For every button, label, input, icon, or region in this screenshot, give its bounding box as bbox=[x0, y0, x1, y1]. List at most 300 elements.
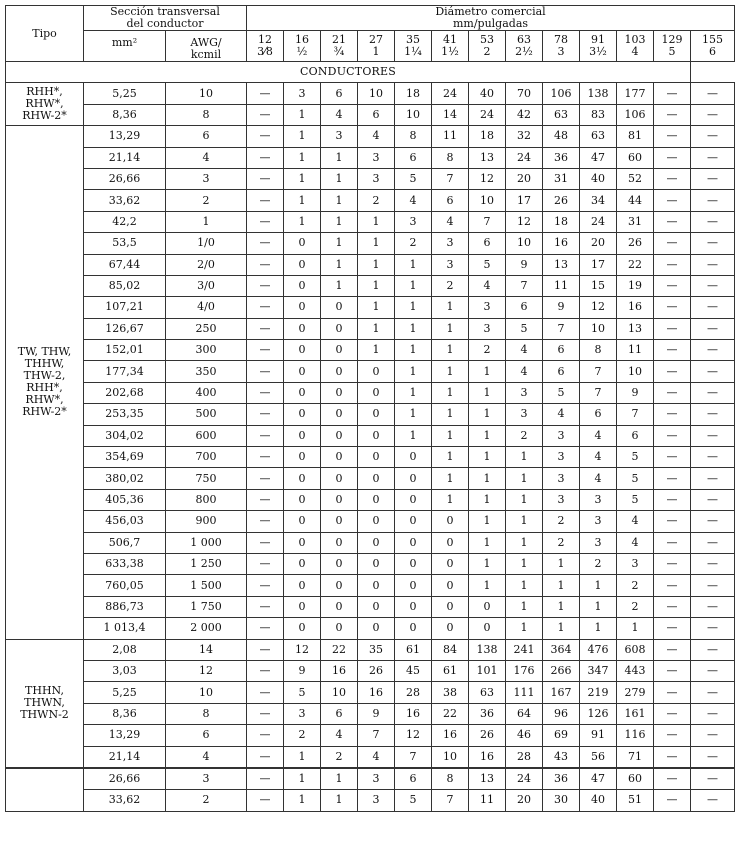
cell-count: 20 bbox=[580, 233, 617, 254]
cell-mm2: 126,67 bbox=[84, 318, 166, 339]
cell-count: 0 bbox=[321, 575, 358, 596]
cell-count: 40 bbox=[580, 168, 617, 189]
cell-count: — bbox=[691, 682, 735, 703]
cell-count: 1 bbox=[506, 532, 543, 553]
cell-count: 1 bbox=[543, 553, 580, 574]
cell-awg: 600 bbox=[166, 425, 247, 446]
header-size-103 bbox=[617, 31, 654, 62]
cell-count: 44 bbox=[617, 190, 654, 211]
cell-count: 0 bbox=[358, 489, 395, 510]
cell-awg: 2 000 bbox=[166, 618, 247, 639]
cell-count: 1 bbox=[506, 553, 543, 574]
cell-count: 30 bbox=[543, 790, 580, 811]
cell-count: 443 bbox=[617, 660, 654, 681]
cell-count: 70 bbox=[506, 83, 543, 104]
cell-count: 1 bbox=[617, 618, 654, 639]
cell-count: — bbox=[691, 233, 735, 254]
cell-count: 1 bbox=[432, 318, 469, 339]
cell-count: 7 bbox=[432, 168, 469, 189]
cell-count: 1 bbox=[432, 297, 469, 318]
cell-count: 0 bbox=[321, 596, 358, 617]
header-size-129 bbox=[654, 31, 691, 62]
cell-count: 1 bbox=[321, 790, 358, 811]
header-size-inch: 3 bbox=[557, 45, 565, 58]
cell-count: 3 bbox=[580, 511, 617, 532]
cell-count: 0 bbox=[284, 618, 321, 639]
header-size-inch: 3⁄8 bbox=[257, 45, 273, 58]
cell-count: 17 bbox=[506, 190, 543, 211]
table-row bbox=[6, 297, 735, 318]
cell-count: — bbox=[247, 639, 284, 660]
header-size-inch: ¾ bbox=[333, 45, 345, 58]
cell-count: — bbox=[247, 489, 284, 510]
cell-count: 1 bbox=[432, 468, 469, 489]
header-size-inch: 1 bbox=[372, 45, 380, 58]
cell-count: 1 bbox=[506, 468, 543, 489]
cell-count: 1 bbox=[506, 618, 543, 639]
tipo-line: RHW-2* bbox=[22, 405, 67, 419]
cell-count: 266 bbox=[543, 660, 580, 681]
cell-mm2: 21,14 bbox=[84, 746, 166, 768]
cell-count: — bbox=[247, 746, 284, 768]
cell-count: — bbox=[247, 404, 284, 425]
cell-count: 2 bbox=[358, 190, 395, 211]
table-row bbox=[6, 639, 735, 660]
table-row bbox=[6, 361, 735, 382]
cell-count: 0 bbox=[432, 553, 469, 574]
tipo-line: THWN, bbox=[24, 696, 65, 710]
cell-count: 5 bbox=[284, 682, 321, 703]
cell-count: 0 bbox=[284, 254, 321, 275]
cell-count: 0 bbox=[284, 297, 321, 318]
cell-count: 3 bbox=[580, 489, 617, 510]
header-size-155 bbox=[691, 31, 735, 62]
cell-count: 10 bbox=[506, 233, 543, 254]
cell-count: 10 bbox=[469, 190, 506, 211]
cell-count: 0 bbox=[395, 532, 432, 553]
table-row bbox=[6, 682, 735, 703]
cell-count: 6 bbox=[469, 233, 506, 254]
table-row bbox=[6, 660, 735, 681]
cell-count: — bbox=[654, 297, 691, 318]
cell-count: — bbox=[654, 83, 691, 104]
cell-count: 36 bbox=[469, 703, 506, 724]
table-row bbox=[6, 211, 735, 232]
cell-count: 1 bbox=[358, 233, 395, 254]
cell-mm2: 456,03 bbox=[84, 511, 166, 532]
cell-count: 3 bbox=[358, 790, 395, 811]
cell-count: 12 bbox=[395, 725, 432, 746]
cell-count: — bbox=[691, 211, 735, 232]
header-size-63 bbox=[506, 31, 543, 62]
cell-count: — bbox=[654, 382, 691, 403]
cell-count: 1 bbox=[506, 489, 543, 510]
cell-awg: 14 bbox=[166, 639, 247, 660]
cell-count: — bbox=[654, 104, 691, 125]
cell-mm2: 2,08 bbox=[84, 639, 166, 660]
header-size-mm: 103 bbox=[624, 33, 646, 46]
header-mm2: mm² bbox=[84, 31, 166, 62]
table-row bbox=[6, 447, 735, 468]
cell-count: 22 bbox=[617, 254, 654, 275]
cell-count: 1 bbox=[506, 575, 543, 596]
cell-mm2: 8,36 bbox=[84, 703, 166, 724]
cell-count: 1 bbox=[284, 190, 321, 211]
cell-count: — bbox=[691, 790, 735, 811]
cell-count: 0 bbox=[321, 489, 358, 510]
cell-count: 1 bbox=[432, 425, 469, 446]
cell-awg: 500 bbox=[166, 404, 247, 425]
cell-count: 106 bbox=[617, 104, 654, 125]
cell-count: 0 bbox=[284, 596, 321, 617]
cell-count: 9 bbox=[506, 254, 543, 275]
cell-mm2: 107,21 bbox=[84, 297, 166, 318]
cell-mm2: 506,7 bbox=[84, 532, 166, 553]
cell-count: 7 bbox=[395, 746, 432, 768]
cell-count: 0 bbox=[284, 404, 321, 425]
cell-count: 0 bbox=[395, 596, 432, 617]
cell-count: 1 bbox=[506, 511, 543, 532]
cell-count: 0 bbox=[321, 361, 358, 382]
header-awg bbox=[166, 31, 247, 62]
cell-count: 2 bbox=[321, 746, 358, 768]
cell-count: 3 bbox=[543, 447, 580, 468]
cell-count: 48 bbox=[543, 126, 580, 147]
cell-awg: 3 bbox=[166, 768, 247, 790]
cell-count: 0 bbox=[469, 596, 506, 617]
cell-count: 13 bbox=[469, 768, 506, 790]
cell-count: 16 bbox=[358, 682, 395, 703]
cell-count: 0 bbox=[284, 447, 321, 468]
cell-count: 12 bbox=[506, 211, 543, 232]
cell-count: 35 bbox=[358, 639, 395, 660]
cell-count: 101 bbox=[469, 660, 506, 681]
cell-count: 40 bbox=[580, 790, 617, 811]
header-size-16 bbox=[284, 31, 321, 62]
cell-count: 3 bbox=[580, 532, 617, 553]
cell-count: 0 bbox=[358, 361, 395, 382]
cell-count: 13 bbox=[617, 318, 654, 339]
tipo-cell bbox=[6, 639, 84, 768]
header-size-mm: 91 bbox=[591, 33, 606, 46]
cell-mm2: 8,36 bbox=[84, 104, 166, 125]
table-row bbox=[6, 532, 735, 553]
cell-awg: 250 bbox=[166, 318, 247, 339]
cell-count: 1 bbox=[469, 425, 506, 446]
cell-count: — bbox=[691, 768, 735, 790]
cell-count: 1 bbox=[469, 382, 506, 403]
cell-count: 0 bbox=[358, 618, 395, 639]
cell-count: — bbox=[691, 297, 735, 318]
cell-count: 4 bbox=[543, 404, 580, 425]
cell-count: 1 bbox=[580, 575, 617, 596]
cell-count: — bbox=[654, 618, 691, 639]
cell-count: 0 bbox=[284, 553, 321, 574]
conduit-fill-table bbox=[5, 5, 735, 812]
cell-awg: 4/0 bbox=[166, 297, 247, 318]
cell-count: 7 bbox=[358, 725, 395, 746]
cell-count: 22 bbox=[321, 639, 358, 660]
cell-mm2: 42,2 bbox=[84, 211, 166, 232]
cell-count: 241 bbox=[506, 639, 543, 660]
cell-count: 14 bbox=[432, 104, 469, 125]
cell-count: 4 bbox=[580, 425, 617, 446]
cell-count: 4 bbox=[358, 126, 395, 147]
cell-count: 1 bbox=[432, 361, 469, 382]
cell-count: 47 bbox=[580, 768, 617, 790]
cell-count: — bbox=[691, 275, 735, 296]
header-size-inch: 2 bbox=[483, 45, 491, 58]
cell-count: 1 bbox=[469, 361, 506, 382]
cell-count: — bbox=[691, 746, 735, 768]
header-size-inch: 3½ bbox=[589, 45, 607, 58]
cell-count: — bbox=[247, 575, 284, 596]
cell-count: 1 bbox=[395, 340, 432, 361]
cell-count: 5 bbox=[395, 790, 432, 811]
cell-count: 0 bbox=[321, 340, 358, 361]
cell-count: — bbox=[247, 297, 284, 318]
cell-count: 3 bbox=[432, 254, 469, 275]
cell-count: 81 bbox=[617, 126, 654, 147]
cell-mm2: 1 013,4 bbox=[84, 618, 166, 639]
cell-count: 10 bbox=[580, 318, 617, 339]
cell-count: 6 bbox=[506, 297, 543, 318]
cell-count: 84 bbox=[432, 639, 469, 660]
cell-count: 1 bbox=[469, 468, 506, 489]
cell-count: 40 bbox=[469, 83, 506, 104]
cell-count: 608 bbox=[617, 639, 654, 660]
cell-count: — bbox=[654, 746, 691, 768]
cell-awg: 3 bbox=[166, 168, 247, 189]
cell-count: 47 bbox=[580, 147, 617, 168]
cell-count: 126 bbox=[580, 703, 617, 724]
table-row bbox=[6, 596, 735, 617]
cell-count: 0 bbox=[284, 489, 321, 510]
cell-awg: 1 bbox=[166, 211, 247, 232]
cell-count: — bbox=[247, 703, 284, 724]
cell-count: — bbox=[247, 254, 284, 275]
cell-count: 1 bbox=[321, 211, 358, 232]
cell-count: — bbox=[247, 553, 284, 574]
cell-count: 364 bbox=[543, 639, 580, 660]
cell-count: 0 bbox=[395, 553, 432, 574]
cell-count: — bbox=[691, 489, 735, 510]
cell-mm2: 85,02 bbox=[84, 275, 166, 296]
cell-awg: 2 bbox=[166, 190, 247, 211]
header-seccion bbox=[84, 6, 247, 31]
cell-count: 3 bbox=[617, 553, 654, 574]
cell-count: — bbox=[691, 361, 735, 382]
cell-count: 1 bbox=[432, 382, 469, 403]
cell-count: 1 bbox=[358, 254, 395, 275]
cell-count: 7 bbox=[432, 790, 469, 811]
cell-count: — bbox=[691, 104, 735, 125]
table-row bbox=[6, 318, 735, 339]
cell-mm2: 26,66 bbox=[84, 768, 166, 790]
cell-count: 0 bbox=[284, 511, 321, 532]
cell-count: — bbox=[691, 511, 735, 532]
cell-count: 7 bbox=[580, 361, 617, 382]
cell-count: 0 bbox=[321, 511, 358, 532]
cell-count: 0 bbox=[284, 382, 321, 403]
cell-count: — bbox=[654, 425, 691, 446]
cell-count: 1 bbox=[395, 425, 432, 446]
cell-count: — bbox=[247, 168, 284, 189]
cell-count: 0 bbox=[395, 575, 432, 596]
tipo-cell bbox=[6, 126, 84, 639]
header-size-mm: 63 bbox=[517, 33, 532, 46]
cell-count: — bbox=[654, 275, 691, 296]
cell-count: 10 bbox=[395, 104, 432, 125]
cell-count: — bbox=[691, 382, 735, 403]
cell-count: 46 bbox=[506, 725, 543, 746]
cell-count: — bbox=[654, 639, 691, 660]
cell-count: — bbox=[691, 318, 735, 339]
cell-count: 96 bbox=[543, 703, 580, 724]
cell-count: 24 bbox=[580, 211, 617, 232]
cell-count: 0 bbox=[321, 382, 358, 403]
cell-count: 3 bbox=[284, 83, 321, 104]
cell-count: 1 bbox=[432, 404, 469, 425]
cell-count: — bbox=[247, 618, 284, 639]
cell-awg: 300 bbox=[166, 340, 247, 361]
cell-count: — bbox=[654, 596, 691, 617]
cell-count: 347 bbox=[580, 660, 617, 681]
cell-count: 4 bbox=[617, 532, 654, 553]
cell-count: 24 bbox=[469, 104, 506, 125]
cell-count: 32 bbox=[506, 126, 543, 147]
cell-count: — bbox=[654, 404, 691, 425]
tipo-cell bbox=[6, 83, 84, 126]
cell-count: — bbox=[691, 447, 735, 468]
cell-count: 1 bbox=[358, 275, 395, 296]
table-row bbox=[6, 553, 735, 574]
cell-count: 69 bbox=[543, 725, 580, 746]
cell-count: 0 bbox=[358, 425, 395, 446]
cell-count: 0 bbox=[432, 575, 469, 596]
header-awg-line2: kcmil bbox=[190, 48, 222, 61]
cell-count: 0 bbox=[358, 575, 395, 596]
cell-count: — bbox=[691, 618, 735, 639]
cell-count: — bbox=[654, 468, 691, 489]
table-row bbox=[6, 126, 735, 147]
cell-count: 2 bbox=[395, 233, 432, 254]
cell-count: 1 bbox=[580, 618, 617, 639]
cell-count: 0 bbox=[469, 618, 506, 639]
cell-count: 63 bbox=[580, 126, 617, 147]
cell-count: 9 bbox=[358, 703, 395, 724]
table-row bbox=[6, 190, 735, 211]
cell-count: — bbox=[691, 596, 735, 617]
cell-count: 10 bbox=[432, 746, 469, 768]
header-size-inch: 5 bbox=[668, 45, 676, 58]
header-seccion-line1: Sección transversal bbox=[110, 5, 220, 18]
cell-awg: 350 bbox=[166, 361, 247, 382]
cell-count: 4 bbox=[469, 275, 506, 296]
cell-count: — bbox=[654, 447, 691, 468]
cell-count: 12 bbox=[580, 297, 617, 318]
header-size-91 bbox=[580, 31, 617, 62]
cell-count: 138 bbox=[469, 639, 506, 660]
cell-count: 5 bbox=[395, 168, 432, 189]
cell-awg: 8 bbox=[166, 104, 247, 125]
cell-mm2: 67,44 bbox=[84, 254, 166, 275]
cell-count: 7 bbox=[543, 318, 580, 339]
cell-count: — bbox=[654, 489, 691, 510]
cell-count: 1 bbox=[469, 511, 506, 532]
table-row bbox=[6, 425, 735, 446]
table-row bbox=[6, 147, 735, 168]
cell-mm2: 5,25 bbox=[84, 682, 166, 703]
cell-count: — bbox=[654, 553, 691, 574]
cell-count: — bbox=[247, 340, 284, 361]
cell-awg: 2/0 bbox=[166, 254, 247, 275]
cell-count: — bbox=[247, 532, 284, 553]
cell-count: — bbox=[247, 425, 284, 446]
cell-count: 0 bbox=[432, 596, 469, 617]
cell-count: — bbox=[691, 639, 735, 660]
cell-count: 0 bbox=[321, 404, 358, 425]
cell-count: 279 bbox=[617, 682, 654, 703]
cell-count: — bbox=[654, 254, 691, 275]
cell-count: — bbox=[247, 361, 284, 382]
cell-count: 6 bbox=[543, 340, 580, 361]
cell-count: 0 bbox=[358, 404, 395, 425]
cell-count: 12 bbox=[284, 639, 321, 660]
cell-count: 1 bbox=[284, 168, 321, 189]
header-size-inch: 6 bbox=[709, 45, 716, 58]
header-size-12 bbox=[247, 31, 284, 62]
cell-count: 11 bbox=[469, 790, 506, 811]
cell-mm2: 886,73 bbox=[84, 596, 166, 617]
cell-count: 6 bbox=[321, 83, 358, 104]
cell-count: 476 bbox=[580, 639, 617, 660]
cell-count: 3 bbox=[469, 297, 506, 318]
cell-count: 16 bbox=[617, 297, 654, 318]
cell-count: 16 bbox=[543, 233, 580, 254]
cell-count: 1 bbox=[395, 361, 432, 382]
cell-count: 0 bbox=[284, 425, 321, 446]
cell-count: 0 bbox=[284, 575, 321, 596]
cell-count: 0 bbox=[321, 425, 358, 446]
cell-count: 26 bbox=[617, 233, 654, 254]
cell-count: 0 bbox=[395, 618, 432, 639]
cell-mm2: 304,02 bbox=[84, 425, 166, 446]
cell-count: 0 bbox=[358, 447, 395, 468]
cell-count: 1 bbox=[506, 596, 543, 617]
cell-awg: 10 bbox=[166, 83, 247, 104]
cell-mm2: 5,25 bbox=[84, 83, 166, 104]
cell-count: 11 bbox=[432, 126, 469, 147]
cell-count: 1 bbox=[469, 532, 506, 553]
cell-count: — bbox=[247, 660, 284, 681]
cell-count: 26 bbox=[469, 725, 506, 746]
cell-awg: 400 bbox=[166, 382, 247, 403]
cell-count: — bbox=[654, 790, 691, 811]
tipo-line: THHW, bbox=[24, 357, 65, 371]
cell-count: 3 bbox=[358, 768, 395, 790]
cell-count: 8 bbox=[580, 340, 617, 361]
cell-count: — bbox=[654, 147, 691, 168]
cell-count: 45 bbox=[395, 660, 432, 681]
cell-count: 1 bbox=[580, 596, 617, 617]
cell-count: 138 bbox=[580, 83, 617, 104]
cell-count: 1 bbox=[358, 297, 395, 318]
table-row bbox=[6, 254, 735, 275]
cell-count: 3 bbox=[358, 168, 395, 189]
table-row bbox=[6, 511, 735, 532]
cell-count: 1 bbox=[284, 211, 321, 232]
